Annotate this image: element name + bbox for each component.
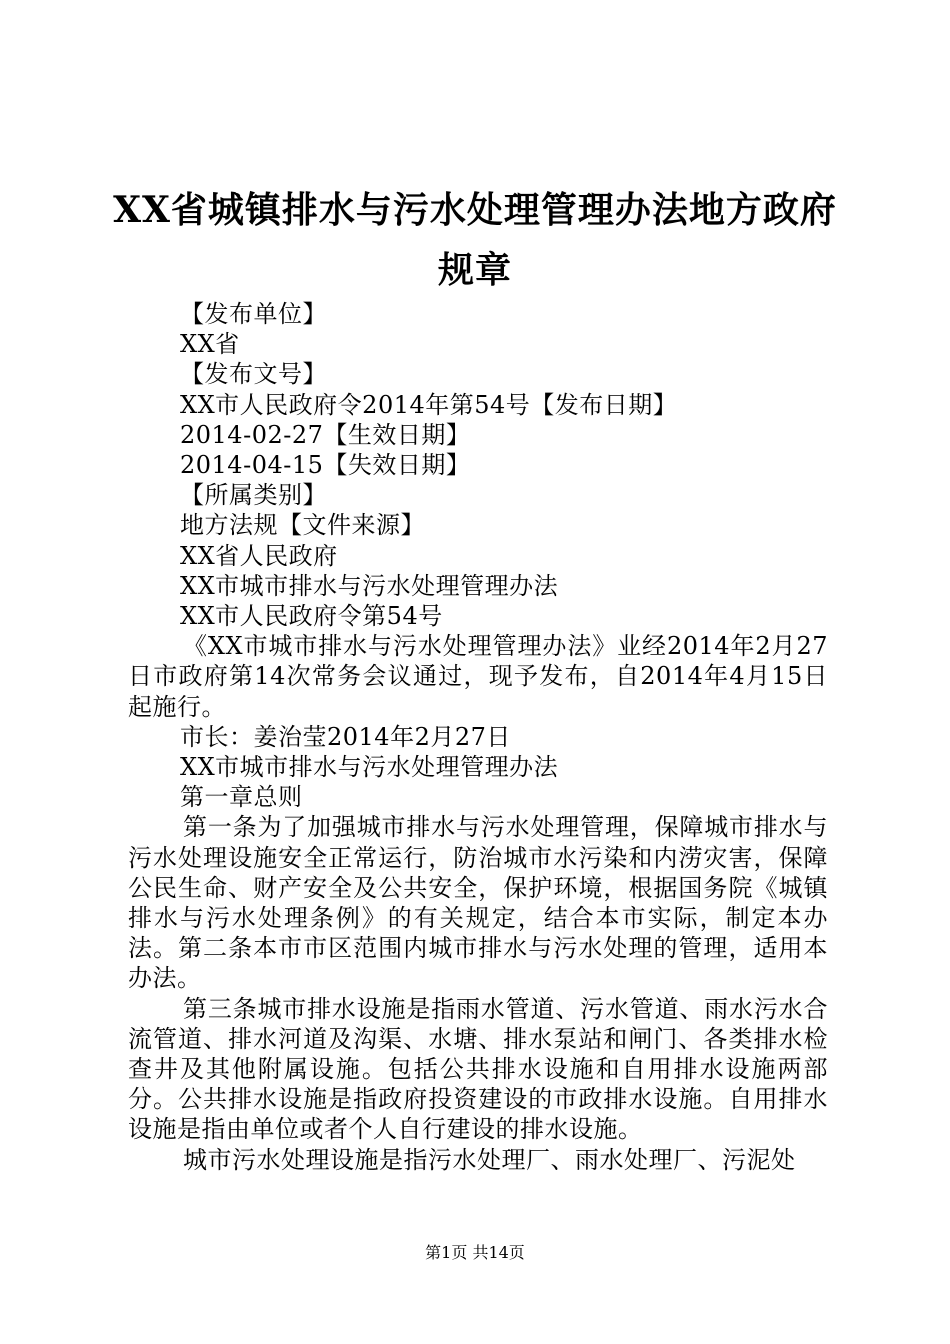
meta-line: 2014-02-27【生效日期】 — [180, 420, 471, 449]
mayor-line: 市长：姜治莹2014年2月27日 — [180, 722, 511, 751]
intro-paragraph: 《XX市城市排水与污水处理管理办法》业经2014年2月27日市政府第14次常务会议通过，现予发布，自2014年4月15日起施行。 — [128, 632, 828, 721]
meta-line: 【发布单位】 — [180, 300, 327, 328]
law-title: XX市城市排水与污水处理管理办法 — [180, 753, 559, 782]
meta-line: 地方法规【文件来源】 — [180, 511, 425, 540]
chapter-heading: 第一章总则 — [180, 783, 303, 812]
meta-line: 2014-04-15【失效日期】 — [180, 451, 471, 480]
meta-line: XX省 — [180, 330, 240, 359]
meta-line: XX省人民政府 — [180, 541, 338, 570]
article-paragraph: 第三条城市排水设施是指雨水管道、污水管道、雨水污水合流管道、排水河道及沟渠、水塘、排水泵站和闸门、各类排水检查井及其他附属设施。包括公共排水设施和自用排水设施两部分。公共排水设施是指政府投资建设的市政排水设施。自用排水设施是指由单位或者个人自行建设的排水设施。 — [128, 994, 828, 1144]
meta-line: XX市人民政府令第54号 — [180, 602, 443, 631]
article-paragraph: 城市污水处理设施是指污水处理厂、雨水处理厂、污泥处 — [183, 1145, 796, 1174]
document-body — [128, 299, 828, 1175]
article-paragraph: 第一条为了加强城市排水与污水处理管理，保障城市排水与污水处理设施安全正常运行，防治城市水污染和内涝灾害，保障公民生命、财产安全及公共安全，保护环境，根据国务院《城镇排水与污水处理条例》的有关规定，结合本市实际，制定本办法。第二条本市市区范围内城市排水与污水处理的管理，适用本办法。 — [128, 813, 828, 993]
meta-line: 【发布文号】 — [180, 360, 327, 389]
meta-line: XX市城市排水与污水处理管理办法 — [180, 571, 559, 600]
page-footer: 第1页 共14页 — [425, 1243, 525, 1262]
meta-line: XX市人民政府令2014年第54号【发布日期】 — [180, 390, 678, 419]
meta-line: 【所属类别】 — [180, 481, 327, 510]
document-title-line2: 规章 — [437, 249, 512, 291]
document-title-line1: XX省城镇排水与污水处理管理办法地方政府 — [113, 189, 837, 231]
